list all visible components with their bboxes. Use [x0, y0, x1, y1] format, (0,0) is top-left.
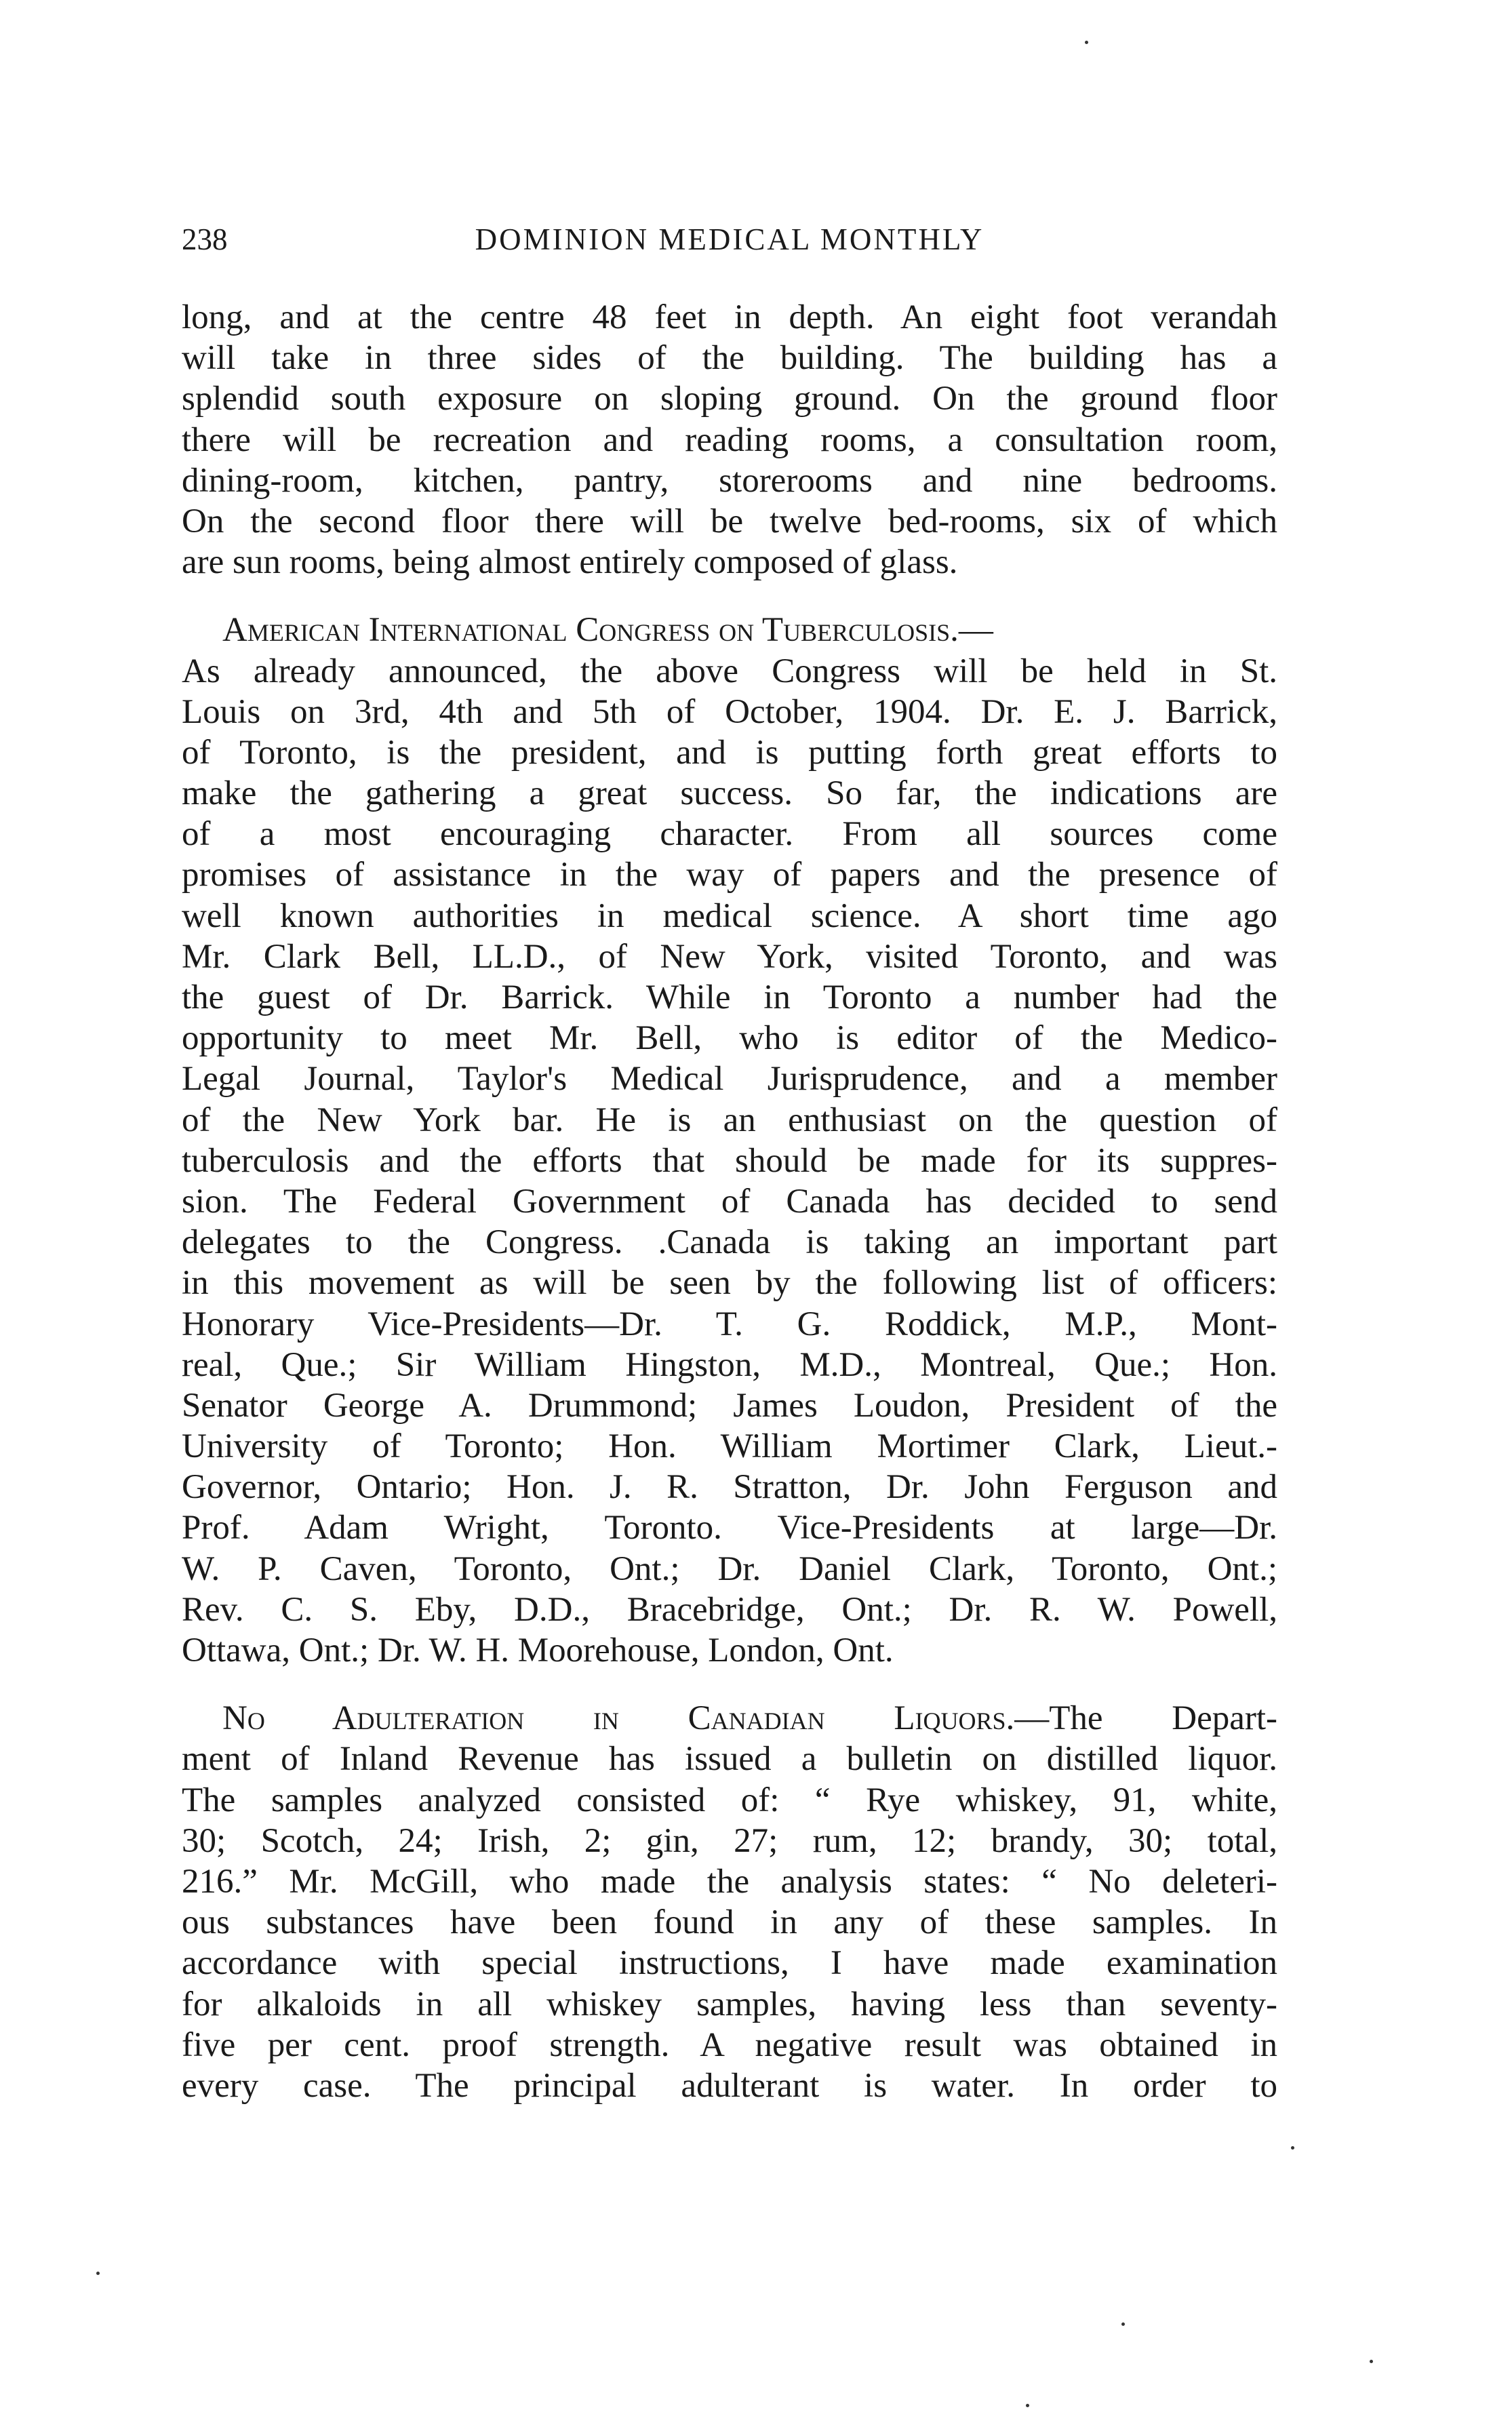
- paragraph-tuberculosis-congress: [182, 610, 1277, 1671]
- text-line: of the New York bar. He is an enthusiast on the question of: [182, 1101, 1277, 1139]
- text-line: real, Que.; Sir William Hingston, M.D., Montreal, Que.; Hon.: [182, 1345, 1277, 1384]
- text-line: ous substances have been found in any of these samples. In: [182, 1903, 1277, 1942]
- text-line: 30; Scotch, 24; Irish, 2; gin, 27; rum, 12; brandy, 30; total,: [182, 1821, 1277, 1860]
- text-line: On the second floor there will be twelve bed-rooms, six of which: [182, 502, 1277, 540]
- text-line: Legal Journal, Taylor's Medical Jurisprudence, and a member: [182, 1060, 1277, 1099]
- paragraph-sanatorium-description: [182, 297, 1277, 582]
- text-line: As already announced, the above Congress will be held in St.: [182, 652, 1277, 690]
- section-heading: American International Congress on Tuberculosis.—: [222, 611, 993, 650]
- scan-speck: [1085, 41, 1088, 44]
- paragraph-gap: [182, 1671, 1277, 1698]
- text-line: in this movement as will be seen by the following list of officers:: [182, 1264, 1277, 1303]
- text-line: make the gathering a great success. So far, the indications are: [182, 774, 1277, 813]
- text-line: five per cent. proof strength. A negative result was obtained in: [182, 2025, 1277, 2064]
- text-line: for alkaloids in all whiskey samples, having less than seventy-: [182, 1985, 1277, 2023]
- journal-title: DOMINION MEDICAL MONTHLY: [475, 222, 984, 256]
- running-head: [182, 216, 1277, 263]
- text-line: Louis on 3rd, 4th and 5th of October, 1904. Dr. E. J. Barrick,: [182, 692, 1277, 731]
- text-line: there will be recreation and reading rooms, a consultation room,: [182, 420, 1277, 459]
- text-line: splendid south exposure on sloping ground. On the ground floor: [182, 380, 1277, 418]
- scan-speck: [1291, 2146, 1294, 2150]
- scan-speck: [1026, 2404, 1029, 2407]
- text-line: Honorary Vice-Presidents—Dr. T. G. Roddick, M.P., Mont-: [182, 1305, 1277, 1343]
- text-line: Governor, Ontario; Hon. J. R. Stratton, Dr. John Ferguson and: [182, 1468, 1277, 1507]
- text-line: The samples analyzed consisted of: “ Rye whiskey, 91, white,: [182, 1781, 1277, 1819]
- text-line: will take in three sides of the building. The building has a: [182, 339, 1277, 378]
- text-line: promises of assistance in the way of papers and the presence of: [182, 856, 1277, 894]
- paragraph-liquor-adulteration: [182, 1698, 1277, 2106]
- paragraph-gap: [182, 582, 1277, 610]
- text-line: W. P. Caven, Toronto, Ont.; Dr. Daniel Clark, Toronto, Ont.;: [182, 1549, 1277, 1588]
- scan-speck: [1370, 2360, 1373, 2363]
- section-heading: No Adulteration in Canadian Liquors.: [222, 1699, 1015, 1738]
- text-line: Rev. C. S. Eby, D.D., Bracebridge, Ont.; Dr. R. W. Powell,: [182, 1590, 1277, 1629]
- text-line: dining-room, kitchen, pantry, storerooms and nine bedrooms.: [182, 461, 1277, 500]
- scan-speck: [96, 2272, 100, 2275]
- text-line: Prof. Adam Wright, Toronto. Vice-Presidents at large—Dr.: [182, 1509, 1277, 1547]
- text-line: Ottawa, Ont.; Dr. W. H. Moorehouse, London, Ont.: [182, 1631, 894, 1669]
- text-line: University of Toronto; Hon. William Mortimer Clark, Lieut.-: [182, 1427, 1277, 1466]
- text-line: of Toronto, is the president, and is putting forth great efforts to: [182, 733, 1277, 772]
- text-line: opportunity to meet Mr. Bell, who is editor of the Medico-: [182, 1019, 1277, 1058]
- heading-line: [182, 1698, 1277, 1739]
- text-line: Mr. Clark Bell, LL.D., of New York, visited Toronto, and was: [182, 937, 1277, 976]
- heading-line-rest: —The Depart-: [1014, 1699, 1277, 1738]
- scan-speck: [1121, 2322, 1125, 2326]
- text-line: long, and at the centre 48 feet in depth. An eight foot verandah: [182, 298, 1277, 336]
- page-number: 238: [182, 222, 228, 256]
- text-line: delegates to the Congress. .Canada is taking an important part: [182, 1223, 1277, 1262]
- text-line: well known authorities in medical science. A short time ago: [182, 896, 1277, 935]
- text-line: Senator George A. Drummond; James Loudon, President of the: [182, 1386, 1277, 1425]
- text-line: are sun rooms, being almost entirely composed of glass.: [182, 543, 958, 582]
- text-line: accordance with special instructions, I have made examination: [182, 1944, 1277, 1983]
- text-line: tuberculosis and the efforts that should be made for its suppres-: [182, 1141, 1277, 1180]
- text-line: every case. The principal adulterant is water. In order to: [182, 2066, 1277, 2105]
- text-line: the guest of Dr. Barrick. While in Toronto a number had the: [182, 978, 1277, 1016]
- text-line: 216.” Mr. McGill, who made the analysis states: “ No deleteri-: [182, 1862, 1277, 1901]
- text-line: sion. The Federal Government of Canada has decided to send: [182, 1182, 1277, 1221]
- text-line: ment of Inland Revenue has issued a bulletin on distilled liquor.: [182, 1740, 1277, 1779]
- text-line: of a most encouraging character. From all sources come: [182, 815, 1277, 854]
- article-body: [182, 297, 1277, 2106]
